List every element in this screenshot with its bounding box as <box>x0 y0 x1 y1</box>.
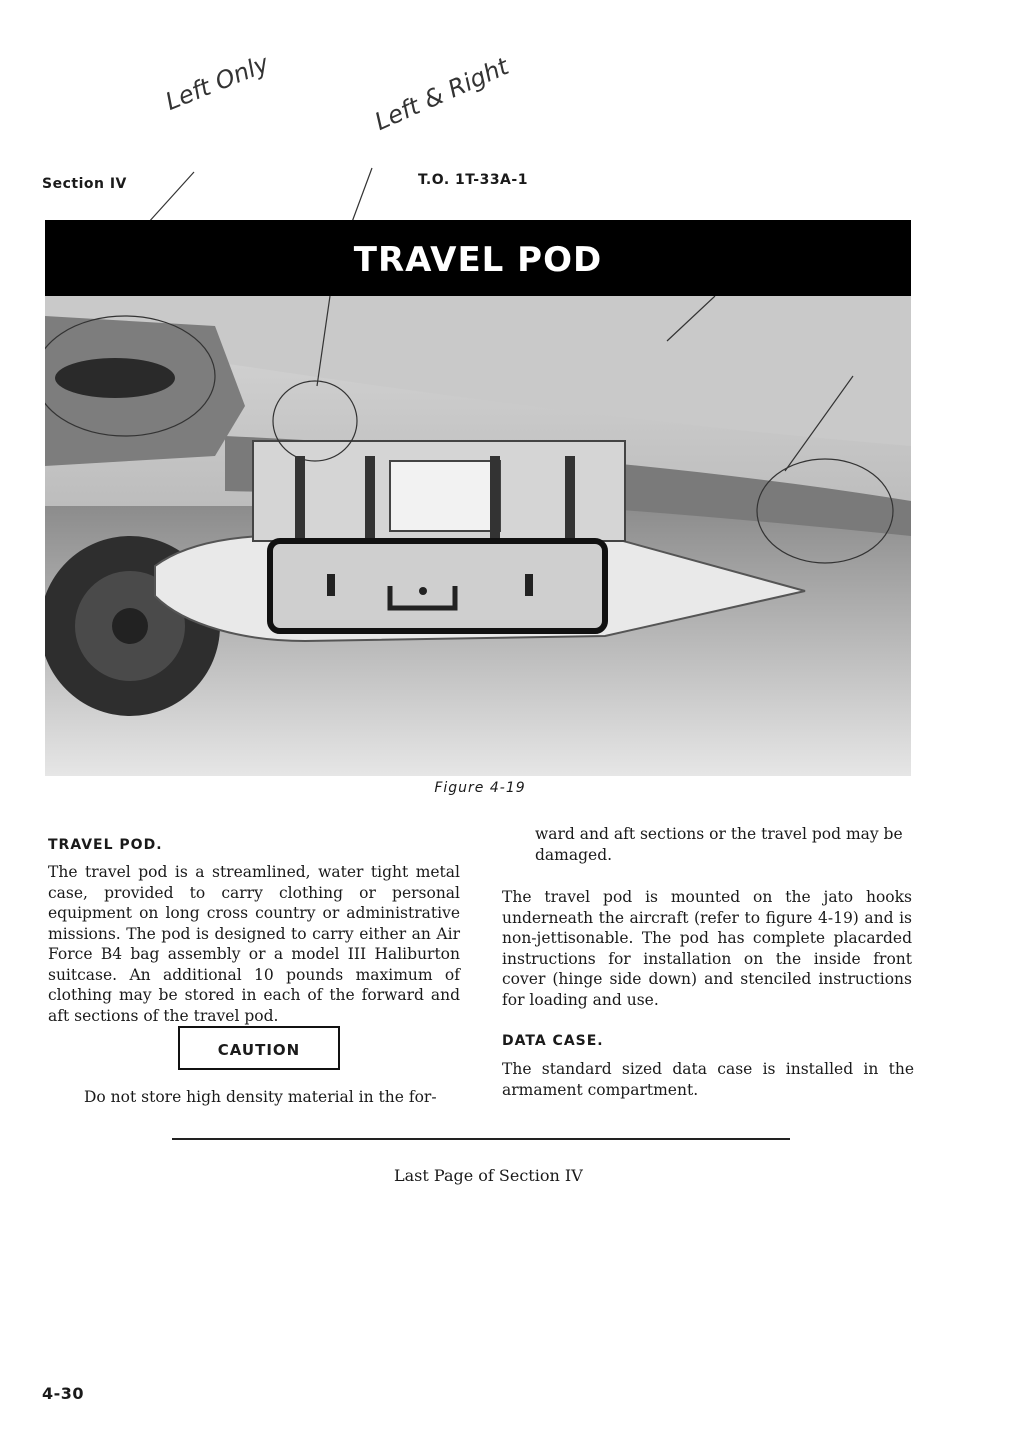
handwritten-note-left-only: Left Only <box>161 49 273 116</box>
data-case-paragraph: The standard sized data case is installed in the armament compartment. <box>502 1060 914 1099</box>
travel-pod-heading: TRAVEL POD. <box>48 837 163 853</box>
travel-pod-paragraph: The travel pod is a streamlined, water tight metal case, provided to carry clothing or personal equipment on long cross country or administrative missions. The pod is designed to carry either an Air Force B4 bag assembly or a model III Haliburton suitcase. An additional 10 pounds maximum of clothing may be stored in each of the forward and aft sections of the travel pod. <box>48 863 460 1025</box>
caution-box <box>178 1026 340 1070</box>
to-number: T.O. 1T-33A-1 <box>418 172 528 188</box>
mounting-paragraph: The travel pod is mounted on the jato hooks underneath the aircraft (refer to figure 4-19) and is non-jettisonable. The pod has complete placarded instructions for installation on the inside front cover (hinge side down) and stenciled instructions for loading and use. <box>502 888 912 1009</box>
title-banner <box>45 220 911 296</box>
page-number: 4-30 <box>42 1384 85 1403</box>
banner-title: TRAVEL POD <box>353 240 603 280</box>
figure-caption: Figure 4-19 <box>434 780 526 796</box>
caution-text: Do not store high density material in the for- <box>84 1088 437 1106</box>
travel-pod-photo-illustration <box>45 296 911 776</box>
data-case-heading: DATA CASE. <box>502 1033 604 1049</box>
caution-text-continued: ward and aft sections or the travel pod may be damaged. <box>535 825 903 864</box>
handwritten-note-left-right: Left & Right <box>370 52 513 136</box>
section-label: Section IV <box>42 176 127 192</box>
figure-photo <box>45 296 911 776</box>
divider-rule <box>172 1138 790 1140</box>
last-page-note: Last Page of Section IV <box>394 1166 583 1185</box>
caution-label: CAUTION <box>217 1041 301 1059</box>
